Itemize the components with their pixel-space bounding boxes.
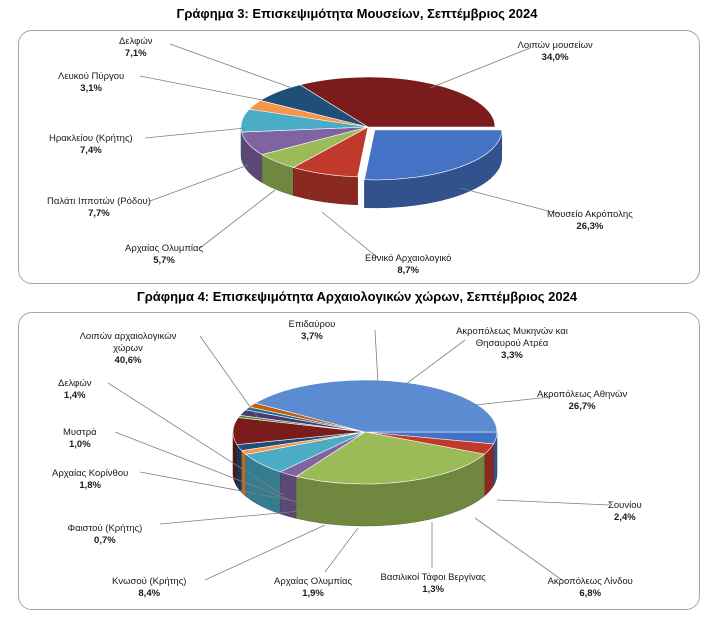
slice-value: 1,8%: [79, 480, 101, 491]
slice-name: Ηρακλείου (Κρήτης): [49, 133, 133, 144]
slice-label: [58, 71, 124, 95]
slice-value: 1,0%: [68, 439, 91, 450]
slice-name: Φαιστού (Κρήτης): [67, 523, 143, 534]
leader-line: [200, 336, 258, 418]
leader-line: [325, 528, 358, 572]
leader-line: [170, 44, 292, 88]
slice-label: [274, 576, 352, 600]
slice-value: 26,7%: [568, 401, 596, 412]
leader-line: [200, 190, 275, 248]
leader-line: [430, 48, 530, 88]
pie-slice-side: [242, 451, 246, 497]
slice-label: [289, 319, 336, 343]
slice-name: Εθνικό Αρχαιολογικό: [365, 253, 452, 264]
slice-name: Ακροπόλεως Μυκηνών και Θησαυρού Ατρέα: [456, 326, 568, 349]
leader-line: [375, 330, 378, 384]
slice-name: Αρχαίας Κορίνθου: [52, 468, 129, 479]
slice-name: Ακροπόλεως Αθηνών: [537, 389, 628, 400]
slice-name: Λοιπών μουσείων: [517, 40, 593, 51]
slice-label: [47, 196, 151, 220]
slice-value: 1,9%: [302, 588, 324, 599]
slice-name: Μυστρά: [63, 427, 97, 438]
slice-label: [608, 500, 642, 524]
slice-name: Λοιπών αρχαιολογικών χώρων: [79, 331, 177, 354]
slice-name: Δελφών: [58, 378, 92, 389]
slice-label: [58, 378, 92, 402]
slice-value: 7,1%: [124, 48, 147, 59]
leader-line: [460, 188, 560, 214]
slice-value: 6,8%: [579, 588, 602, 599]
slice-value: 5,7%: [153, 255, 175, 266]
slice-value: 1,4%: [63, 390, 86, 401]
slice-name: Δελφών: [119, 36, 153, 47]
slice-label: [518, 40, 593, 64]
slice-value: 3,7%: [301, 331, 323, 342]
slice-label: [112, 576, 186, 600]
leader-line: [160, 510, 312, 524]
slice-label: [547, 209, 633, 233]
slice-value: 8,7%: [397, 265, 419, 276]
slice-value: 8,4%: [138, 588, 161, 599]
slice-name: Σουνίου: [608, 500, 642, 511]
leader-line: [140, 76, 262, 100]
slice-name: Παλάτι Ιπποτών (Ρόδου): [47, 196, 151, 207]
pie-slice-side: [237, 445, 242, 493]
slice-label: [52, 468, 128, 492]
leader-line: [322, 212, 378, 258]
slice-label: [63, 427, 97, 451]
slice-label: [450, 326, 575, 362]
chart-3-title: Γράφημα 3: Επισκεψιμότητα Μουσείων, Σεπτέμβριος 2024: [176, 6, 538, 21]
slice-label: [365, 253, 451, 277]
slice-name: Αρχαίας Ολυμπίας: [125, 243, 204, 254]
leader-line: [475, 518, 562, 580]
slice-label: [381, 572, 486, 596]
slice-label: [49, 133, 133, 157]
leader-line: [205, 525, 325, 580]
chart-4-title: Γράφημα 4: Επισκεψιμότητα Αρχαιολογικών χώρων, Σεπτέμβριος 2024: [136, 289, 578, 304]
slice-label: [537, 389, 627, 413]
slice-value: 0,7%: [94, 535, 116, 546]
slice-label: [125, 243, 203, 267]
pie-chart-4: [108, 330, 610, 580]
slice-name: Επιδαύρου: [288, 319, 336, 330]
slice-value: 34,0%: [541, 52, 569, 63]
slice-name: Βασιλικοί Τάφοι Βεργίνας: [380, 572, 486, 583]
slice-value: 7,7%: [88, 208, 110, 219]
leader-line: [150, 165, 248, 201]
slice-name: Λευκού Πύργου: [58, 71, 125, 82]
slice-value: 1,3%: [422, 584, 444, 595]
slice-label: [548, 576, 633, 600]
slice-name: Ακροπόλεως Λίνδου: [547, 576, 633, 587]
slice-value: 3,3%: [501, 350, 523, 361]
slice-value: 26,3%: [576, 221, 604, 232]
pie-chart-3: [140, 44, 560, 258]
leader-line: [497, 500, 610, 505]
slice-value: 7,4%: [80, 145, 102, 156]
slice-label: [119, 36, 153, 60]
slice-value: 3,1%: [80, 83, 102, 94]
slice-name: Αρχαίας Ολυμπίας: [274, 576, 353, 587]
slice-label: [68, 523, 143, 547]
slice-value: 40,6%: [114, 355, 142, 366]
slice-name: Κνωσού (Κρήτης): [112, 576, 187, 587]
slice-name: Μουσείο Ακρόπολης: [547, 209, 633, 220]
slice-value: 2,4%: [614, 512, 636, 523]
leader-line: [145, 128, 245, 138]
slice-label: [66, 331, 191, 367]
